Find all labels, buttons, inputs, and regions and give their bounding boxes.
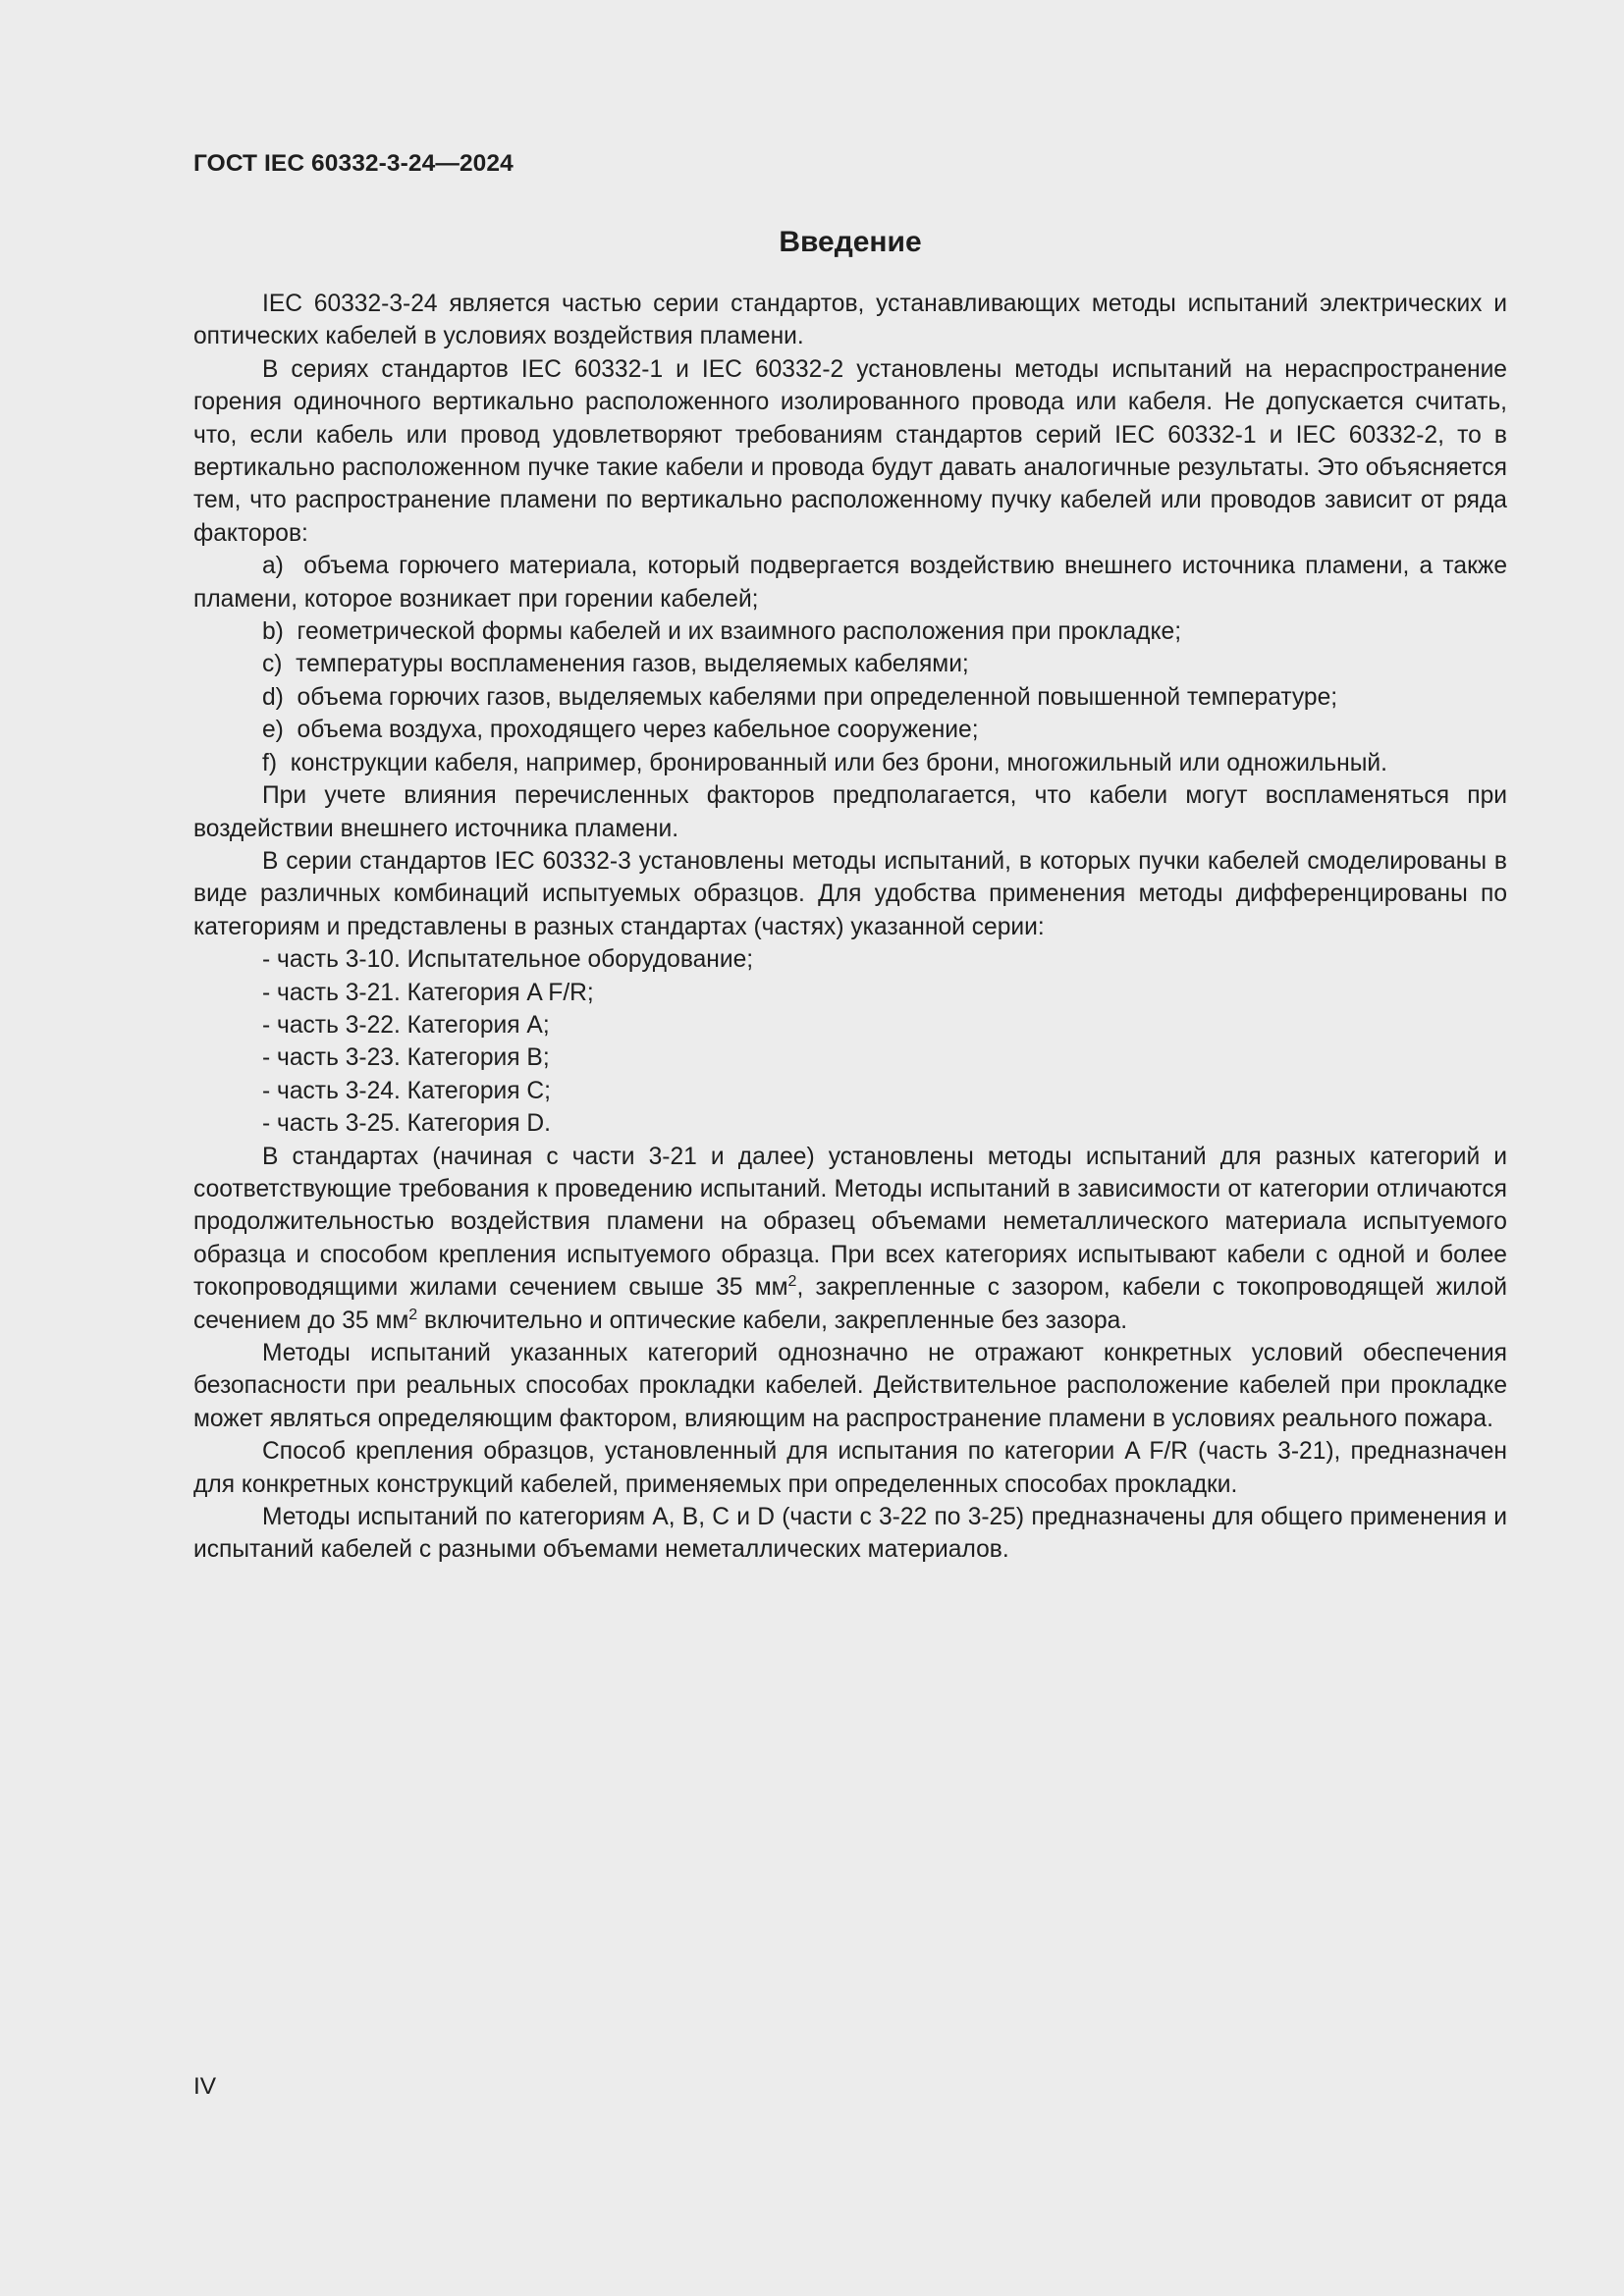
- part-item: - часть 3-22. Категория A;: [262, 1011, 550, 1039]
- section-title: Введение: [779, 226, 922, 258]
- part-item: - часть 3-23. Категория B;: [262, 1044, 550, 1072]
- document-body: [193, 288, 1507, 1567]
- paragraph: В серии стандартов IEC 60332-3 установлены методы испытаний, в которых пучки кабелей смоделированы в виде различных комбинаций испытуемых образцов. Для удобства применения методы дифференцированы по категориям и представлены в разных стандартах (частях) указанной серии:: [193, 847, 1507, 940]
- superscript: 2: [787, 1273, 797, 1290]
- factor-item: b) геометрической формы кабелей и их взаимного расположения при прокладке;: [262, 618, 1182, 646]
- factor-item: d) объема горючих газов, выделяемых кабелями при определенной повышенной температуре;: [262, 683, 1338, 711]
- paragraph: Методы испытаний по категориям A, B, C и D (части с 3-22 по 3-25) предназначены для общего применения и испытаний кабелей с разными объемами неметаллических материалов.: [193, 1504, 1507, 1564]
- text-run: включительно и оптические кабели, закрепленные без зазора.: [417, 1307, 1128, 1334]
- text-run: В стандартах (начиная с части 3-21 и далее) установлены методы испытаний для разных категорий и соответствующие требования к проведению испытаний. Методы испытаний в зависимости от категории отличаются продолжительностью воздействия пламени на образец объемами неметаллического материала испытуемого образца и способом крепления испытуемого образца. При всех категориях испытывают кабели с одной и более токопроводящими жилами сечением свыше 35 мм: [193, 1143, 1507, 1302]
- page-number: IV: [193, 2073, 217, 2100]
- factor-item: e) объема воздуха, проходящего через кабельное сооружение;: [262, 717, 979, 744]
- part-item: - часть 3-25. Категория D.: [262, 1110, 552, 1138]
- part-item: - часть 3-24. Категория C;: [262, 1077, 552, 1104]
- text-run: , закрепленные с зазором, кабели с токопроводящей жилой сечением до 35 мм: [193, 1274, 1507, 1334]
- superscript: 2: [408, 1306, 418, 1323]
- paragraph: Способ крепления образцов, установленный для испытания по категории A F/R (часть 3-21), предназначен для конкретных конструкций кабелей, применяемых при определенных способах прокладки.: [193, 1438, 1507, 1498]
- factor-item: c) температуры воспламенения газов, выделяемых кабелями;: [262, 651, 969, 678]
- paragraph: При учете влияния перечисленных факторов предполагается, что кабели могут воспламеняться при воздействии внешнего источника пламени.: [193, 782, 1507, 842]
- paragraph: В сериях стандартов IEC 60332-1 и IEC 60332-2 установлены методы испытаний на нераспространение горения одиночного вертикально расположенного изолированного провода или кабеля. Не допускается считать, что, если кабель или провод удовлетворяют требованиям стандартов серий IEC 60332-1 и IEC 60332-2, то в вертикально расположенном пучке такие кабели и провода будут давать аналогичные результаты. Это объясняется тем, что распространение пламени по вертикально расположенному пучку кабелей или проводов зависит от ряда факторов:: [193, 355, 1507, 547]
- part-item: - часть 3-10. Испытательное оборудование;: [262, 946, 754, 974]
- paragraph-categories: [193, 1141, 1507, 1337]
- factor-item: a) объема горючего материала, который подвергается воздействию внешнего источника пламени, а также пламени, которое возникает при горении кабелей;: [193, 553, 1507, 613]
- paragraph: IEC 60332-3-24 является частью серии стандартов, устанавливающих методы испытаний электрических и оптических кабелей в условиях воздействия пламени.: [193, 291, 1507, 350]
- part-item: - часть 3-21. Категория A F/R;: [262, 979, 594, 1006]
- factor-item: f) конструкции кабеля, например, бронированный или без брони, многожильный или одножильный.: [262, 749, 1387, 776]
- standard-code-header: ГОСТ IEC 60332-3-24—2024: [193, 150, 514, 177]
- paragraph: Методы испытаний указанных категорий однозначно не отражают конкретных условий обеспечения безопасности при реальных способах прокладки кабелей. Действительное расположение кабелей при прокладке может являться определяющим фактором, влияющим на распространение пламени в условиях реального пожара.: [193, 1340, 1507, 1432]
